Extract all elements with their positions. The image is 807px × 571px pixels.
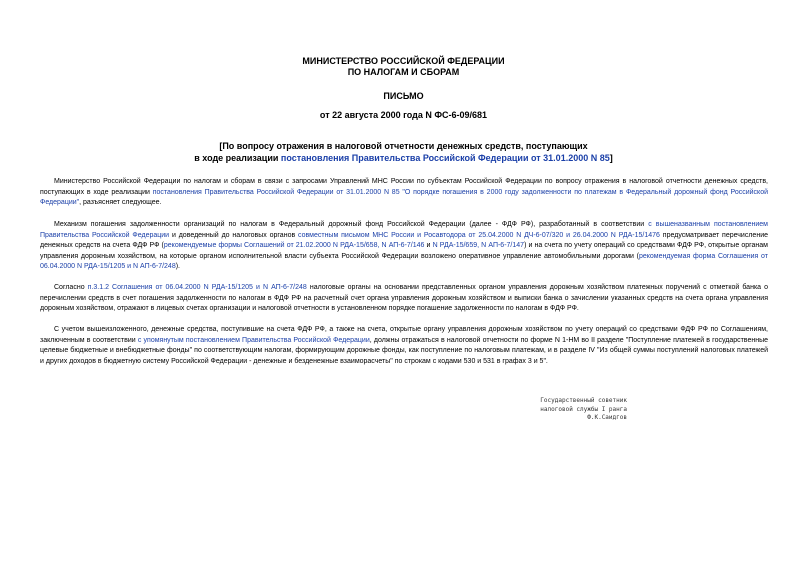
p2-agreement-forms-link-2[interactable]: N РДА-15/659, N АП-6-7/147 [432, 242, 525, 249]
document-date: от 22 августа 2000 года N ФС-6-09/681 [319, 110, 488, 120]
p3-agreement-clause-link[interactable]: п.3.1.2 Соглашения от 06.04.2000 N РДА-15/1205 и N АП-6-7/248 [87, 284, 307, 291]
subject-line2-close: ] [609, 153, 613, 163]
document-type: ПИСЬМО [383, 91, 424, 101]
p2-joint-letter-link[interactable]: совместным письмом МНС России и Росавтодора от 25.04.2000 N ДЧ-6-07/320 и 26.04.2000 N РДА-15/1476 [298, 231, 660, 239]
p4-text-1: С учетом вышеизложенного, денежные средства, поступившие на счета ФДФ РФ, а также на счета, открытые органу управления дорожным хозяйством по учету операций со средствами ФДФ РФ по Соглашениям, заключенным в соответствии [40, 326, 768, 344]
p1-text-2: , разъясняет следующее. [79, 199, 162, 206]
p1-decree-link[interactable]: постановления Правительства Российской Федерации от 31.01.2000 N 85 "О порядке погашения в 2000 году задолженности по платежам в Федеральный дорожный фонд Российской Федерации" [40, 188, 768, 206]
subject-line2-text: в ходе реализации [194, 153, 281, 163]
p2-text-2: и доведенный до налоговых органов [169, 231, 299, 239]
p4-decree-link[interactable]: с упомянутым постановлением Правительства Российской Федерации [137, 336, 370, 344]
subject-line1: [По вопросу отражения в налоговой отчетности денежных средств, поступающих [219, 141, 588, 151]
signature-block [500, 397, 627, 423]
p2-text-5: ) и на счета по учету операций со средствами ФДФ РФ, открытые органам управления дорожным хозяйством, на которые органом исполнительной власти субъекта Российской Федерации возложено оперативное управление автомобильными дорогами ( [40, 242, 768, 260]
p2-agreement-forms-link-1[interactable]: рекомендуемые формы Соглашений от 21.02.2000 N РДА-15/658, N АП-6-7/146 [163, 242, 425, 249]
signatory-title-line1: Государственный советник [540, 397, 627, 404]
p2-text-4: и [424, 242, 433, 249]
document-header [0, 56, 807, 78]
paragraph-1 [40, 177, 768, 209]
p2-agreement-form-link-3[interactable]: рекомендуемая форма Соглашения от 06.04.2000 N РДА-15/1205 и N АП-6-7/248 [40, 252, 769, 270]
ministry-name-line1: МИНИСТЕРСТВО РОССИЙСКОЙ ФЕДЕРАЦИИ [302, 56, 505, 66]
signatory-title-line2: налоговой службы I ранга [540, 405, 627, 413]
signatory-name: Ф.К.Саидгов [587, 414, 627, 421]
paragraph-3 [40, 283, 768, 315]
p2-text-3: предусматривает перечисление денежных средств на счета ФДФ РФ ( [40, 231, 768, 249]
p3-text-1: Согласно [54, 284, 88, 291]
p1-text-1: Министерство Российской Федерации по налогам и сборам в связи с запросами Управлений МНС России по субъектам Российской Федерации по вопросу отражения в налоговой отчетности денежных средств, поступающих в ходе реализации [40, 178, 768, 196]
p2-text-6: ). [175, 263, 180, 270]
document-subject [150, 140, 657, 164]
p2-text-1: Механизм погашения задолженности организаций по налогам в Федеральный дорожный фонд Российской Федерации (далее - ФДФ РФ), разработанный в соответствии [54, 221, 649, 228]
subject-decree-link[interactable]: постановления Правительства Российской Федерации от 31.01.2000 N 85 [280, 153, 610, 163]
ministry-name-line2: ПО НАЛОГАМ И СБОРАМ [347, 67, 460, 77]
p3-text-2: налоговые органы на основании представленных органом управления дорожным хозяйством платежных поручений с отметкой банка о перечислении средств в счет погашения задолженности по налогам в ФДФ РФ на расчетный счет органа управления дорожным хозяйством и выписки банка о зачислении указанных средств на счета органа управления дорожным хозяйством, отражают в лицевых счетах организации и налоговой отчетности в установленном порядке погашение задолженности по налогам в ФДФ РФ. [40, 284, 769, 312]
p4-text-2: , должны отражаться в налоговой отчетности по форме N 1-НМ во II разделе "Поступление платежей в государственные целевые бюджетные и внебюджетные фонды" по соответствующим налогам, формирующим дорожные фонды, как поступление по налоговым платежам, и в разделе IV "Из общей суммы поступлений налоговых платежей и других доходов в бюджетную систему Российской Федерации - денежные и безденежные взаиморасчеты" по строкам с кодами 530 и 531 в графах 3 и 5". [40, 336, 768, 365]
p2-decree-link[interactable]: с вышеназванным постановлением Правительства Российской Федерации [40, 221, 768, 239]
paragraph-2 [40, 220, 768, 273]
paragraph-4 [40, 325, 768, 367]
subject-line2 [150, 152, 657, 164]
